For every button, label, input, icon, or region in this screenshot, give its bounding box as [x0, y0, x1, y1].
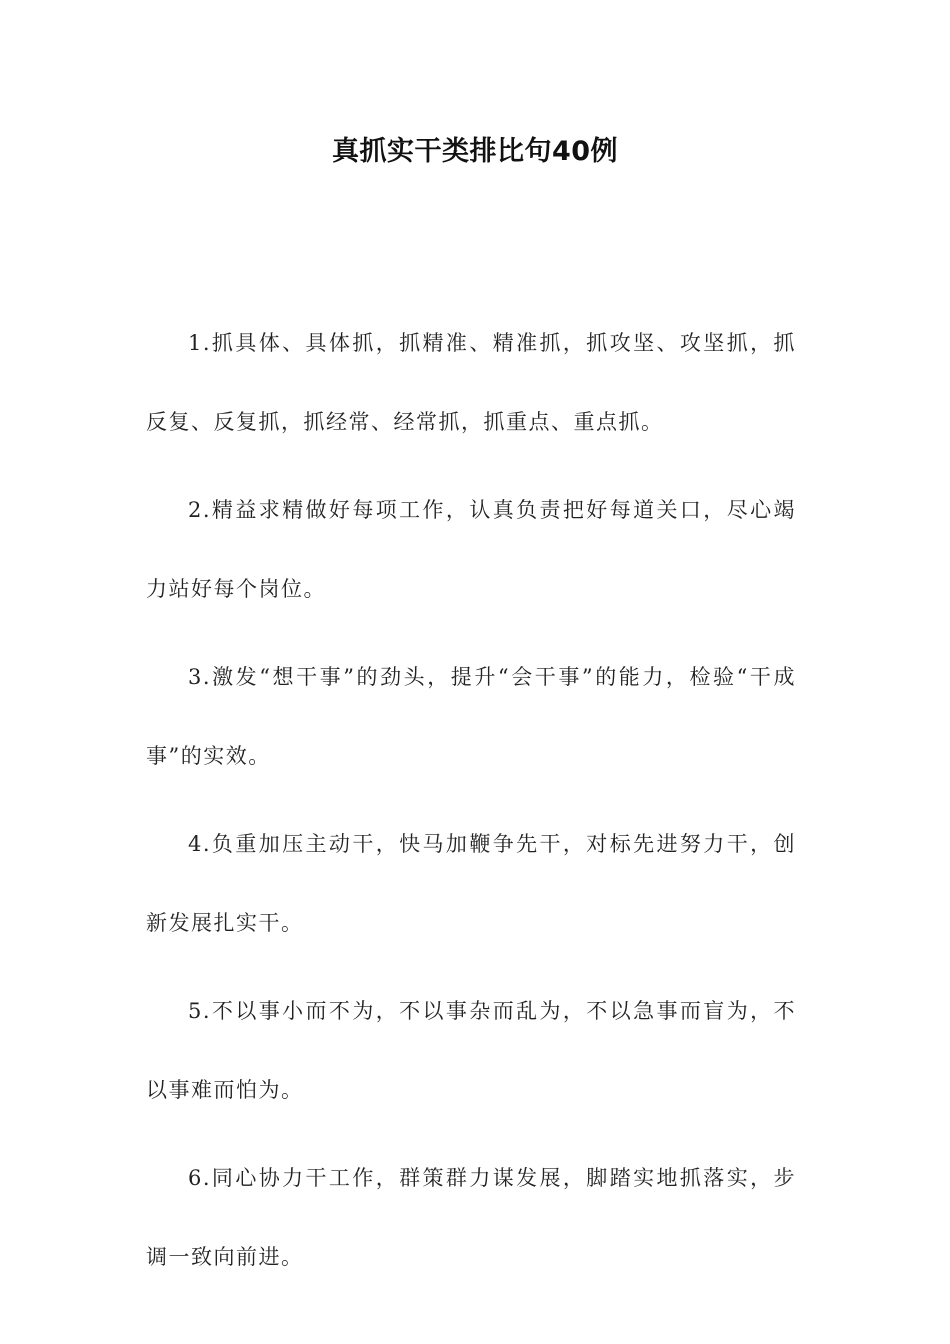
paragraph-3: 3.激发“想干事”的劲头，提升“会干事”的能力，检验“干成事”的实效。: [146, 665, 796, 768]
paragraph-6: 6.同心协力干工作，群策群力谋发展，脚踏实地抓落实，步调一致向前进。: [146, 1166, 796, 1269]
paragraph-5: 5.不以事小而不为，不以事杂而乱为，不以急事而盲为，不以事难而怕为。: [146, 999, 796, 1102]
paragraph-2: 2.精益求精做好每项工作，认真负责把好每道关口，尽心竭力站好每个岗位。: [146, 498, 796, 601]
paragraph-4: 4.负重加压主动干，快马加鞭争先干，对标先进努力干，创新发展扎实干。: [146, 832, 796, 935]
document-title: 真抓实干类排比句40例: [331, 136, 619, 167]
paragraph-1: 1.抓具体、具体抓，抓精准、精准抓，抓攻坚、攻坚抓，抓反复、反复抓，抓经常、经常抓，抓重点、重点抓。: [146, 331, 796, 434]
document-body: [146, 304, 796, 1306]
